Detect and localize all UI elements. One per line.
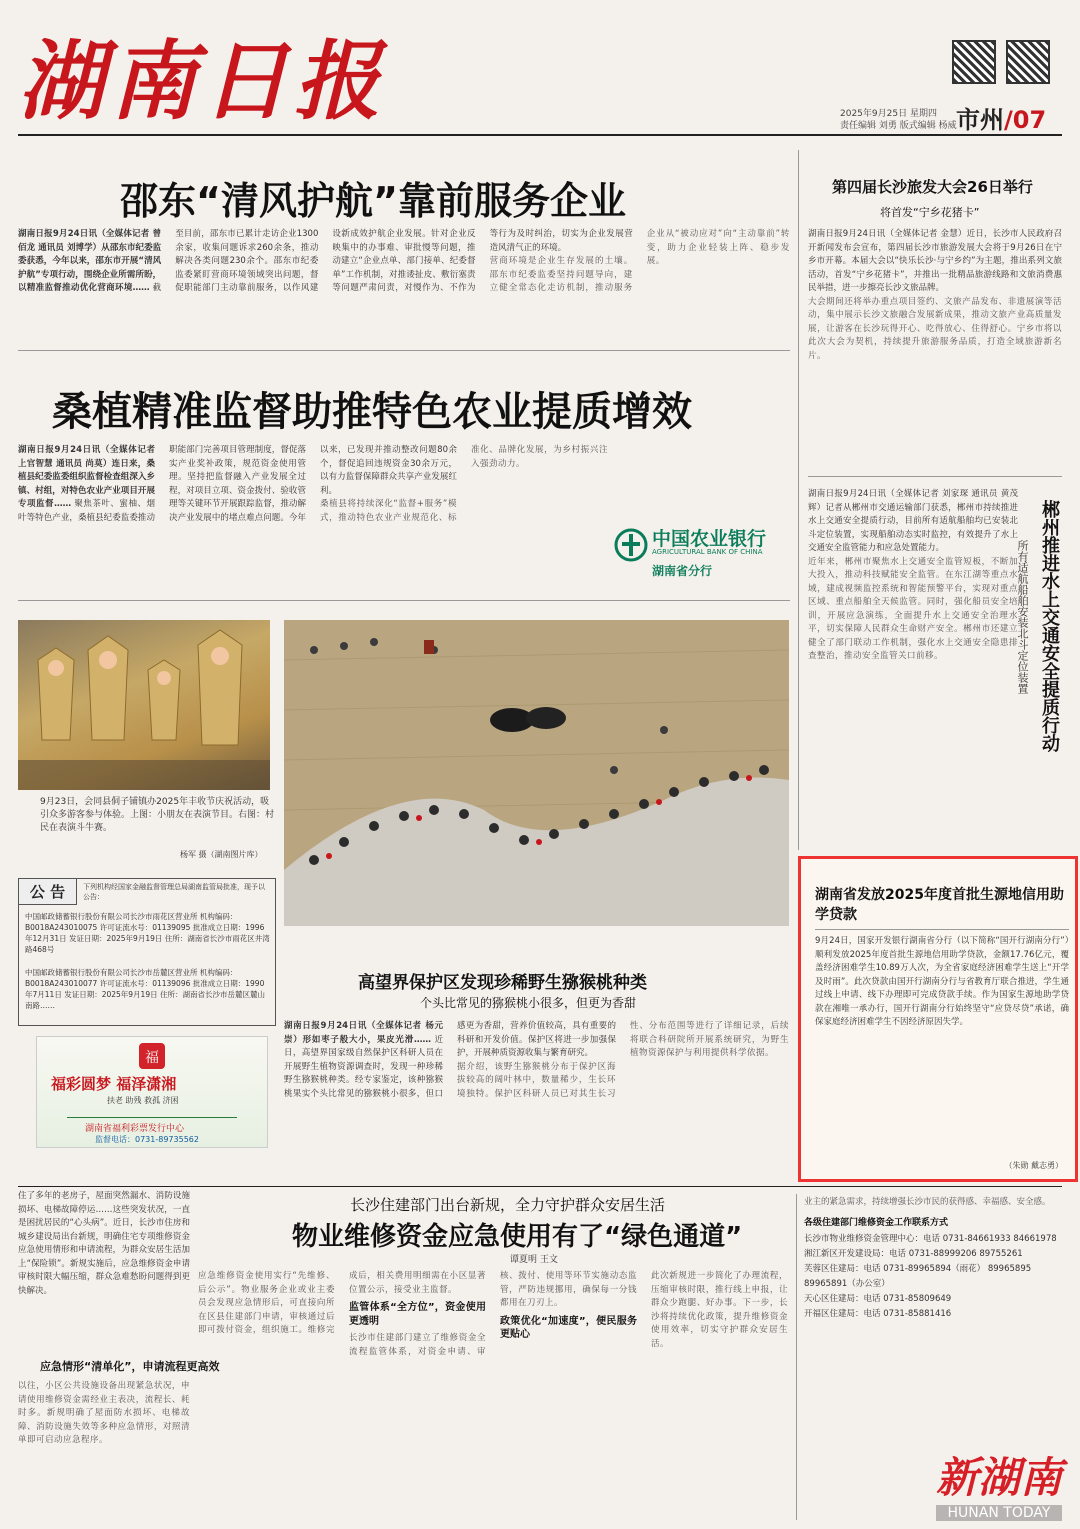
section-label: 市州/07 (956, 106, 1047, 134)
issue-date: 2025年9月25日 星期四 责任编辑 刘勇 版式编辑 杨威 (840, 109, 957, 131)
photo-caption: 9月23日，会同县侗子铺镇办2025年丰收节庆祝活动，吸引众多游客参与体验。上图：小朋友在表演节目。右图：村民在表演斗牛赛。 (40, 797, 275, 833)
notice-entry: 中国邮政储蓄银行股份有限公司长沙市雨花区营业所 机构编码：B0018A243010075 许可证流水号：01139095 批准成立日期：1996年12月31日 发证日期：2025年9月19日 住所：湖南省长沙市雨花区井湾路468号 (25, 912, 270, 954)
divider (796, 1194, 797, 1520)
photo-figures (18, 620, 270, 790)
divider (18, 600, 790, 601)
article2-title[interactable]: 桑植精准监督助推特色农业提质增效 (52, 389, 692, 435)
notice-subtitle: 下列机构经国家金融监督管理总局湖南监管局批准，现予以公告： (83, 883, 265, 901)
qr-code-icon[interactable] (952, 40, 996, 84)
article4-subhead-1: 应急情形“清单化”，申请流程更高效 (40, 1360, 220, 1373)
lottery-sub: 扶老 助残 救孤 济困 (107, 1096, 179, 1105)
article1-title[interactable]: 邵东“清风护航”靠前服务企业 (120, 179, 626, 223)
divider (18, 1186, 1062, 1187)
contact-item: 天心区住建局：电话 0731-85809649 (804, 1294, 952, 1304)
photo-credit: 杨军 摄（湖南图片库） (180, 850, 263, 859)
article4-col2: 应急维修资金使用实行“先维修、后公示”。物业服务企业或业主委员会发现应急情形后，可直接向所在区县住建部门申请，审核通过后即可拨付资金，组织施工。维修完成后，相关费用明细需在小区显著位置公示，接受业主监督。 监管体系“全方位”，资金使用更透明 长沙市住建部门建立了维修资金全流程监管体系，对资金申请、审核、拨付、使用等环节实施动态监管，严防违规挪用，确保每一分钱都用在刀刃上。 政策优化“加速度”，便民服务更贴心 此次新规进一步简化了办理流程，压缩审核时限，推行线上申报，让群众少跑腿、好办事。下一步，长沙将持续优化政策，提升维修资金使用效率，切实守护群众安居生活。 (198, 1271, 788, 1357)
brief2-body: 湖南日报9月24日讯（全媒体记者 刘家琛 通讯员 黄茂辉）记者从郴州市交通运输部门获悉，郴州市持续推进水上交通安全提质行动，目前所有适航船舶均已安装北斗定位装置，实现船舶动态实时监控，有效提升了水上交通安全监管能力和应急处置能力。 近年来，郴州市聚焦水上交通安全监管短板，不断加大投入，推动科技赋能安全监管。在东江湖等重点水域，建成视频监控系统和智能预警平台，实现对重点区域、重点船舶全天候监管。同时，强化船员安全培训，开展应急演练，全面提升水上交通安全治理水平，切实保障人民群众生命财产安全。郴州市还建立健全了部门联动工作机制，强化水上交通安全隐患排查整治，推动安全监管关口前移。 (808, 489, 1018, 661)
brief1-title[interactable]: 第四届长沙旅发大会26日举行 (832, 178, 1033, 196)
abc-name: 中国农业银行 (652, 528, 767, 550)
masthead-logo: 湖南日报 (18, 31, 386, 132)
contact-item: 长沙市物业维修资金管理中心：电话 0731-84661933 84661978 (804, 1234, 1057, 1244)
notice-title: 公 告 (19, 879, 77, 905)
article4-subhead-2: 监管体系“全方位”，资金使用更透明 (349, 1302, 486, 1327)
article2-body: 湖南日报9月24日讯（全媒体记者 上官智慧 通讯员 尚莫）连日来，桑植县纪委监委组织监督检查组深入乡镇、村组，对特色农业产业项目开展专项监督…… 聚焦茶叶、蜜柚、烟叶等特色产业，桑植县纪委监委推动职能部门完善项目管理制度，督促落实产业奖补政策，规范资金使用管理。坚持把监督融入产业发展全过程，对项目立项、资金拨付、验收管理等关键环节开展跟踪监督，推动解决产业发展中的堵点难点问题。今年以来，已发现并推动整改问题80余个，督促追回违规资金30余万元，以有力监督保障群众共享产业发展红利。 桑植县将持续深化“监督+服务”模式，推动特色农业产业规范化、标准化、品牌化发展，为乡村振兴注入强劲动力。 (18, 445, 608, 523)
divider (798, 150, 799, 850)
lottery-hotline: 监督电话：0731-89735562 (95, 1135, 199, 1144)
notice-entry: 中国邮政储蓄银行股份有限公司长沙市岳麓区营业所 机构编码：B0018A243010077 许可证流水号：01139096 批准成立日期：1990年7月11日 发证日期：2025年9月19日 住所：湖南省长沙市岳麓区麓山南路…… (25, 968, 265, 1010)
lottery-slogan: 福彩圆梦 福泽潇湘 (51, 1075, 177, 1093)
lottery-org: 湖南省福利彩票发行中心 (85, 1124, 185, 1134)
lottery-logo-icon (137, 1041, 167, 1071)
article1-body: 湖南日报9月24日讯（全媒体记者 曾佰龙 通讯员 刘博学）从邵东市纪委监委获悉，今年以来，邵东市开展“清风护航”专项行动，围绕企业所需所盼，以精准监督推动优化营商环境…… 截至目前，邵东市已累计走访企业1300余家，收集问题诉求260余条，推动解决各类问题230余个。邵东市纪委监委紧盯营商环境领域突出问题，督促职能部门主动靠前服务，以作风建设新成效护航企业发展。针对企业反映集中的办事难、审批慢等问题，推动建立“企业点单、部门接单、纪委督单”工作机制，对推诿扯皮、敷衍塞责等问题严肃问责，对慢作为、不作为等行为及时纠治，切实为企业发展营造风清气正的环境。 营商环境是企业生存发展的土壤。邵东市纪委监委坚持问题导向，建立健全常态化走访机制，推动服务企业从“被动应对”向“主动靠前”转变，助力企业轻装上阵、稳步发展。 (18, 229, 790, 293)
abc-bank-ad[interactable] (612, 520, 787, 590)
brief1-body: 湖南日报9月24日讯（全媒体记者 金慧）近日，长沙市人民政府召开新闻发布会宣布，第四届长沙市旅游发展大会将于9月26日在宁乡市开幕。本届大会以“快乐长沙·与宁乡约”为主题，推出系列文旅活动，首发“宁乡花猪卡”，并推出一批精品旅游线路和文旅消费惠民举措，进一步擦亮长沙文旅品牌。 大会期间还将举办重点项目签约、文旅产品发布、非遗展演等活动，集中展示长沙文旅融合发展新成果，推动文旅产业高质量发展，让游客在长沙玩得开心、吃得放心、住得舒心。宁乡市将以此次大会为契机，持续提升旅游服务品质，打造全域旅游新名片。 (808, 229, 1062, 361)
abc-branch: 湖南省分行 (652, 564, 713, 578)
divider (808, 476, 1062, 477)
contact-item: 开福区住建局：电话 0731-85881416 (804, 1309, 952, 1319)
divider (18, 350, 790, 351)
article4-lead: 住了多年的老房子，屋面突然漏水、消防设施损坏、电梯故障停运……这些突发状况，一直是困扰居民的“心头病”。近日，长沙市住房和城乡建设局出台新规，明确住宅专项维修资金应急使用情形和申请流程，为群众安居生活加上“保险锁”。新规实施后，应急维修资金申请审核时限大幅压缩，群众急难愁盼问题得到更快解决。 (18, 1191, 190, 1296)
brief3-body: 9月24日，国家开发银行湖南省分行（以下简称“国开行湖南分行”）顺利发放2025年度首批生源地信用助学贷款，金额17.76亿元，覆盖经济困难学生10.89万人次，为全省家庭经济困难学生送上“开学及时雨”。此次贷款由国开行湖南分行与省教育厅联合推进，学生通过线上申请、线下办理即可完成贷款手续。作为国家生源地助学贷款在湘唯一承办行，国开行湖南分行始终坚守“应贷尽贷”承诺，确保家庭经济困难学生不因经济原因失学。 (815, 936, 1069, 1027)
header-rule (18, 134, 1062, 136)
article4-byline: 谭夏明 王文 (510, 1255, 558, 1265)
brief2-subtitle: 所有适航船舶安装北斗定位装置 (1016, 540, 1029, 694)
hunan-today-watermark: 新湖南 HUNAN TODAY (935, 1453, 1062, 1521)
svg-text:福: 福 (145, 1050, 159, 1066)
photo-arena (284, 620, 789, 926)
brief3-title[interactable]: 湖南省发放2025年度首批生源地信用助学贷款 (815, 887, 1064, 923)
contacts-title: 各级住建部门维修资金工作联系方式 (804, 1218, 949, 1228)
brief2-title[interactable]: 郴州推进水上交通安全提质行动 (1039, 500, 1060, 752)
qr-code-icon[interactable] (1006, 40, 1050, 84)
notice-box (18, 878, 276, 1026)
article4-kicker: 长沙住建部门出台新规，全力守护群众安居生活 (350, 1196, 666, 1214)
contact-item: 芙蓉区住建局：电话 0731-89965894（雨花） 89965895 89965891（办公室） (804, 1264, 1032, 1289)
contact-item: 湘江新区开发建设局：电话 0731-88999206 89755261 (804, 1249, 1023, 1259)
article4-title[interactable]: 物业维修资金应急使用有了“绿色通道” (292, 1222, 743, 1252)
article3-body: 湖南日报9月24日讯（全媒体记者 杨元崇）形如枣子般大小，果皮光滑…… 近日，高望界国家级自然保护区科研人员在开展野生植物资源调查时，发现一种珍稀野生猕猴桃种类。经专家鉴定，该种猕猴桃果实个头比常见的猕猴桃小很多，但口感更为香甜，营养价值较高，具有重要的科研和开发价值。保护区将进一步加强保护，开展种质资源收集与繁育研究。 据介绍，该野生猕猴桃分布于保护区海拔较高的阔叶林中，数量稀少，生长环境独特。保护区科研人员已对其生长习性、分布范围等进行了详细记录，后续将联合科研院所开展系统研究，为野生植物资源保护与利用提供科学依据。 (284, 1021, 789, 1099)
festival-photo-bullfight[interactable] (284, 620, 789, 926)
contacts-box: 业主的紧急需求，持续增强长沙市民的获得感、幸福感、安全感。 各级住建部门维修资金工作联系方式 长沙市物业维修资金管理中心：电话 0731-84661933 84661978 湘江新区开发建设局：电话 0731-88999206 89755261 芙蓉区住建局：电话 0731-89965894（雨花） 89965895 89965891（办公室） 天心区住建局：电话 0731-85809649 开福区住建局：电话 0731-85881416 (804, 1196, 1062, 1522)
abc-english-name: AGRICULTURAL BANK OF CHINA (652, 548, 763, 556)
brief3-credit: （朱勋 戴志勇） (1004, 1161, 1063, 1170)
article4-col1: 以往，小区公共设施设备出现紧急状况，申请使用维修资金需经业主表决，流程长、耗时多。新规明确了屋面防水损坏、电梯故障、消防设施失效等多种应急情形，对照清单即可启动应急程序。 (18, 1381, 190, 1445)
welfare-lottery-ad[interactable] (36, 1036, 268, 1148)
festival-photo-children[interactable] (18, 620, 270, 790)
article3-title[interactable]: 高望界保护区发现珍稀野生猕猴桃种类 (358, 973, 647, 993)
highlight-box (798, 856, 1078, 1182)
article4-subhead-3: 政策优化“加速度”，便民服务更贴心 (500, 1315, 637, 1340)
brief1-subtitle: 将首发“宁乡花猪卡” (880, 206, 980, 219)
abc-logo-icon (614, 528, 648, 562)
article3-subtitle: 个头比常见的猕猴桃小很多，但更为香甜 (420, 996, 637, 1010)
